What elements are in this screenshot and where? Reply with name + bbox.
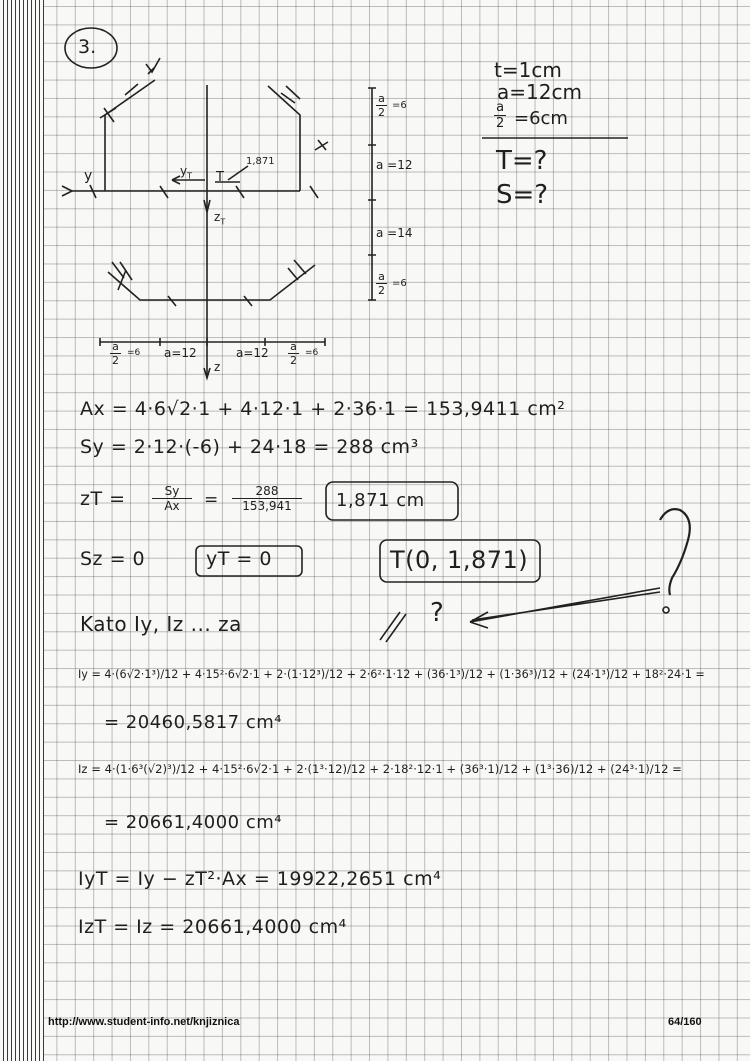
- equation-Iz-result: = 20661,4000 cm⁴: [104, 812, 282, 833]
- equation-zT-fraction-values: $\frac{288}{153,941}$: [232, 484, 302, 513]
- bottom-dim-half-left-value: =6: [127, 348, 141, 358]
- find-T: T=?: [496, 146, 548, 176]
- given-a-half-fraction: $\frac{a}{2}$: [496, 100, 505, 131]
- big-question-text: [650, 490, 651, 491]
- bottom-dim-a-right: a=12: [236, 346, 269, 360]
- equation-zT-result: 1,871 cm: [336, 490, 425, 511]
- find-S: S=?: [496, 180, 549, 210]
- equation-static-moment-y: Sy = 2·12·(-6) + 24·18 = 288 cm³: [80, 436, 419, 458]
- footer-page-number: 64/160: [668, 1016, 702, 1028]
- bottom-dim-half-right: $\frac{a}{2}$: [290, 340, 297, 367]
- bottom-dim-half-right-value: =6: [305, 348, 319, 358]
- footer-url: http://www.student-info.net/knjiznica: [48, 1016, 240, 1028]
- equation-IzT: IzT = Iz = 20661,4000 cm⁴: [78, 916, 347, 938]
- bottom-dim-half-left: $\frac{a}{2}$: [112, 340, 119, 367]
- problem-number: 3.: [78, 36, 97, 58]
- equation-Iz: Iz = 4·(1·6³(√2)³)/12 + 4·15²·6√2·1 + 2·(1³·12)/12 + 2·18²·12·1 + (36³·1)/12 + (1³·36)/12 + (24³·1)/12 =: [78, 762, 682, 776]
- given-a: a=12cm: [497, 80, 582, 104]
- side-dim-a-lower: a =14: [376, 226, 413, 240]
- equation-IyT: IyT = Iy − zT²·Ax = 19922,2651 cm⁴: [78, 868, 442, 890]
- side-dim-half-bottom: $\frac{a}{2}$: [378, 270, 385, 297]
- pointer-arrow: [470, 588, 660, 628]
- equation-yT: yT = 0: [206, 548, 272, 570]
- side-dim-a-upper: a =12: [376, 158, 413, 172]
- section-bottom-outline: [108, 265, 315, 300]
- kato-line: Kato Iy, Iz ... za: [80, 612, 242, 636]
- axis-z-bottom-label: z: [214, 360, 221, 374]
- axis-y-label: y: [84, 168, 93, 184]
- big-question-mark: [660, 509, 690, 595]
- side-dim-half-top-value: =6: [392, 100, 407, 111]
- centroid-label: T: [216, 170, 224, 185]
- equation-zT-equals: =: [204, 490, 219, 510]
- small-question-mark: ?: [430, 598, 444, 628]
- equation-zT-lhs: zT =: [80, 488, 126, 510]
- centroid-point: T(0, 1,871): [390, 546, 529, 574]
- side-dim-half-top: $\frac{a}{2}$: [378, 92, 385, 119]
- axis-yT-label: $y_T$: [180, 164, 192, 181]
- equation-static-moment-z: Sz = 0: [80, 548, 146, 570]
- equation-area: Ax = 4·6√2·1 + 4·12·1 + 2·36·1 = 153,9411 cm²: [80, 398, 566, 420]
- centroid-offset-label: 1,871: [246, 156, 275, 167]
- given-a-half-value: =6cm: [514, 108, 568, 129]
- given-t: t=1cm: [494, 58, 562, 82]
- side-dim-half-bottom-value: =6: [392, 278, 407, 289]
- equation-Iy-result: = 20460,5817 cm⁴: [104, 712, 282, 733]
- bottom-dim-a-left: a=12: [164, 346, 197, 360]
- equation-Iy: Iy = 4·(6√2·1³)/12 + 4·15²·6√2·1 + 2·(1·12³)/12 + 2·6²·1·12 + (36·1³)/12 + (1·36³)/12 + (24·1³)/12 + 18²·24·1 =: [78, 668, 705, 681]
- equation-zT-fraction: $\frac{Sy}{Ax}$: [152, 484, 192, 513]
- axis-zT-label: $z_T$: [214, 210, 226, 227]
